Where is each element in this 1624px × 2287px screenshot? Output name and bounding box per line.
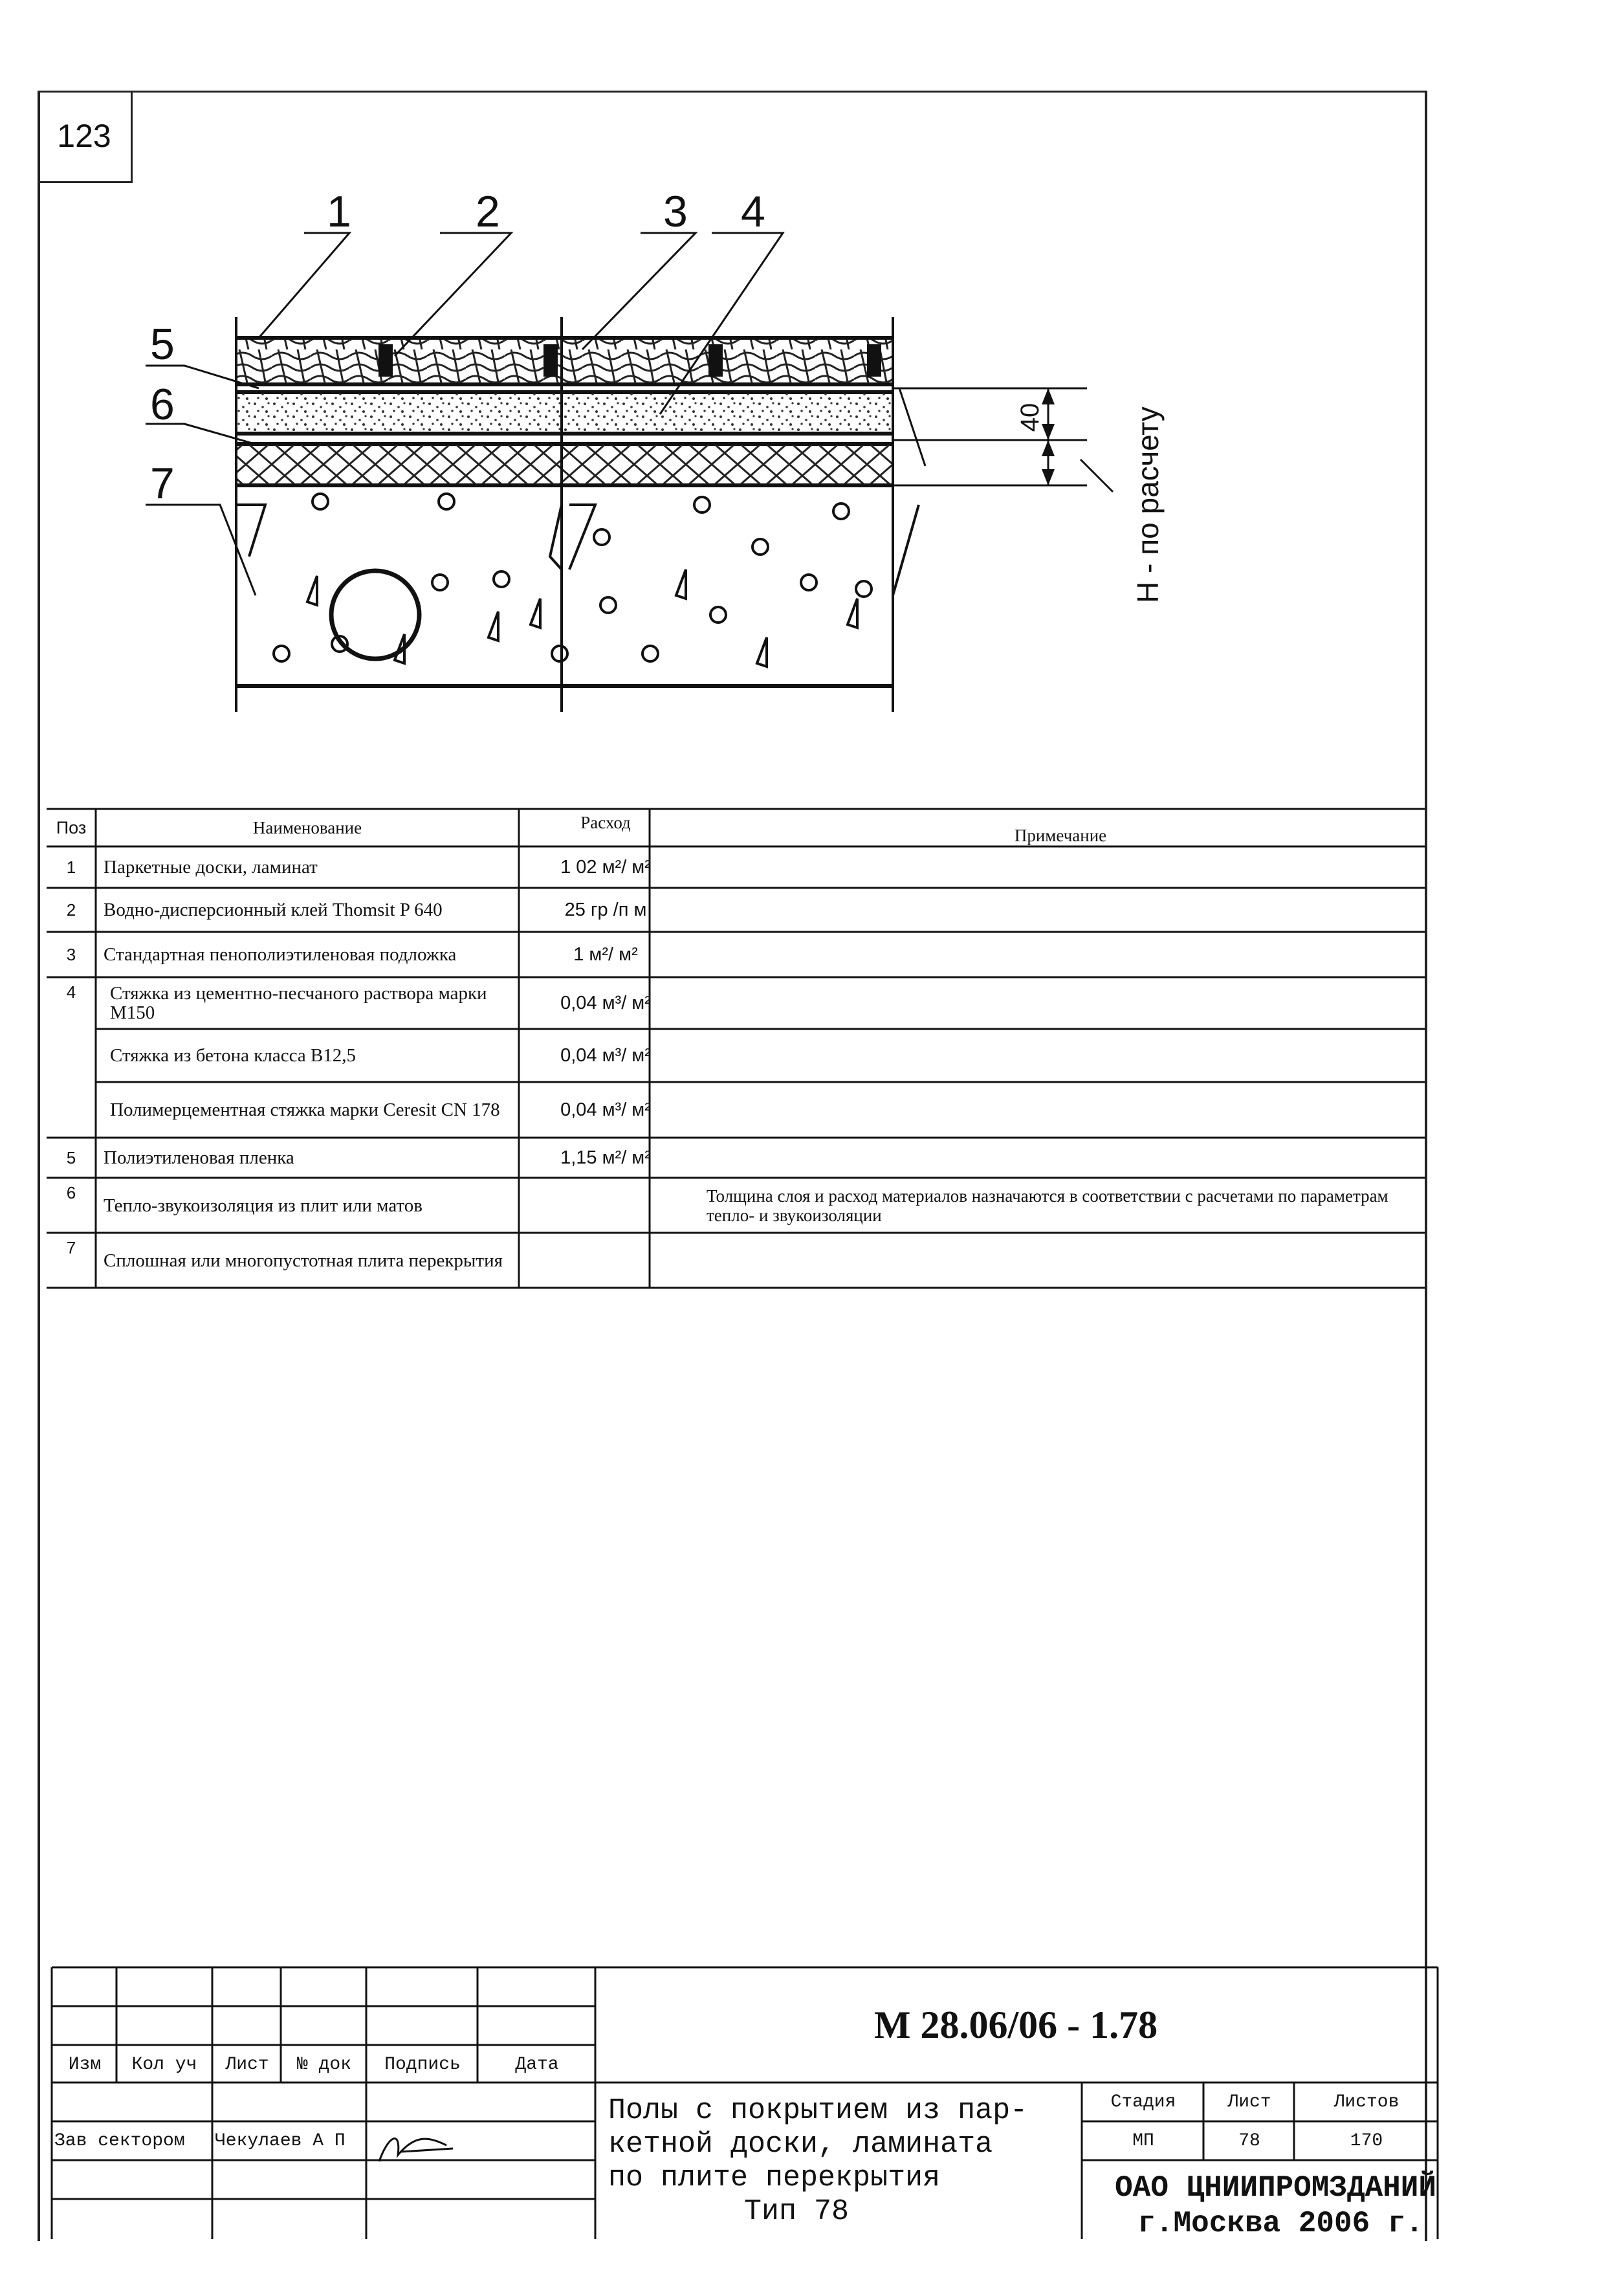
sheets-header: Листов <box>1333 2092 1399 2112</box>
table-row <box>47 1178 1425 1233</box>
table-row <box>47 888 1425 932</box>
sheet-title <box>608 2094 1074 2229</box>
table-row <box>47 1029 1425 1082</box>
table-row <box>47 1138 1425 1178</box>
callout-4: 4 <box>741 187 765 236</box>
row-name: Водно-дисперсионный клей Thomsit P 640 <box>104 900 443 920</box>
header-name: Наименование <box>252 818 362 837</box>
stage-header: Стадия <box>1110 2092 1176 2112</box>
sheet-header: Лист <box>1227 2092 1271 2112</box>
sheet-title-line: по плите перекрытия <box>608 2161 941 2194</box>
col-change: Изм <box>68 2054 102 2075</box>
row-name: Полимерцементная стяжка марки Ceresit CN 178 <box>110 1099 500 1120</box>
organization: ОАО ЦНИИПРОМЗДАНИЙ <box>1115 2171 1436 2205</box>
col-doc: № док <box>296 2054 351 2075</box>
row-consumption: 1,15 м²/ м² <box>560 1147 651 1168</box>
thickness-note: H - по расчету <box>1131 406 1165 603</box>
row-pos: 3 <box>66 944 76 964</box>
sheet-title-line: Полы с покрытием из пар- <box>608 2094 1028 2127</box>
sheets-value: 170 <box>1350 2130 1383 2151</box>
row-name: Стяжка из бетона класса В12,5 <box>110 1045 357 1066</box>
row-consumption: 1 02 м²/ м² <box>560 856 651 878</box>
col-date: Дата <box>515 2054 559 2075</box>
header-consumption: Расход <box>580 813 631 832</box>
callout-6: 6 <box>150 380 175 429</box>
row-name: Стяжка из цементно-песчаного раствора марки М150 <box>110 983 487 1023</box>
table-row <box>47 1233 1425 1288</box>
row-pos: 7 <box>66 1238 76 1257</box>
callout-1: 1 <box>327 187 351 236</box>
city-year: г.Москва 2006 г. <box>1137 2207 1423 2240</box>
table-row <box>47 932 1425 977</box>
dimension-label: 40 <box>1016 403 1044 432</box>
row-name: Паркетные доски, ламинат <box>104 857 318 878</box>
row-note: Толщина слоя и расход материалов назначаются в соответствии с расчетами по параметрам тепло- и звукоизоляции <box>707 1186 1388 1225</box>
row-pos: 5 <box>66 1147 76 1167</box>
table-row <box>47 846 1425 888</box>
row-name: Тепло-звукоизоляция из плит или матов <box>104 1195 422 1216</box>
row-pos: 1 <box>66 857 76 877</box>
row-consumption: 0,04 м³/ м² <box>560 992 651 1013</box>
row-name: Полиэтиленовая пленка <box>104 1147 294 1168</box>
table-header <box>47 809 1425 846</box>
sheet-title-line: кетной доски, ламината <box>608 2128 993 2161</box>
callout-2: 2 <box>476 187 500 236</box>
row-consumption <box>519 1233 692 1288</box>
sheet-type: Тип 78 <box>744 2195 850 2228</box>
role-label: Зав сектором <box>54 2130 185 2151</box>
col-signature: Подпись <box>384 2054 461 2075</box>
row-pos: 2 <box>66 900 76 920</box>
row-name: Стандартная пенополиэтиленовая подложка <box>104 944 457 965</box>
sheet-value: 78 <box>1238 2130 1260 2151</box>
header-pos: Поз <box>56 817 87 837</box>
callout-7: 7 <box>150 459 175 508</box>
col-sheet: Лист <box>225 2054 269 2075</box>
row-consumption: 1 м²/ м² <box>573 944 638 965</box>
row-name: Сплошная или многопустотная плита перекрытия <box>104 1250 503 1271</box>
row-pos: 4 <box>66 982 76 1002</box>
row-consumption: 0,04 м³/ м² <box>560 1099 651 1120</box>
person-name: Чекулаев А П <box>215 2130 346 2151</box>
callout-3: 3 <box>663 187 688 236</box>
document-code: М 28.06/06 - 1.78 <box>873 2003 1158 2046</box>
row-consumption: 25 гр /п м <box>564 899 647 920</box>
signature <box>379 2139 453 2161</box>
table-row <box>47 1082 1425 1138</box>
table-row <box>47 977 1425 1029</box>
callout-5: 5 <box>150 320 175 369</box>
col-count: Кол уч <box>131 2054 197 2075</box>
header-note: Примечание <box>1014 826 1107 845</box>
row-pos: 6 <box>66 1183 76 1202</box>
row-consumption <box>519 1178 692 1233</box>
page-number: 123 <box>38 91 133 183</box>
stage-value: МП <box>1132 2130 1154 2151</box>
row-consumption: 0,04 м³/ м² <box>560 1044 651 1066</box>
